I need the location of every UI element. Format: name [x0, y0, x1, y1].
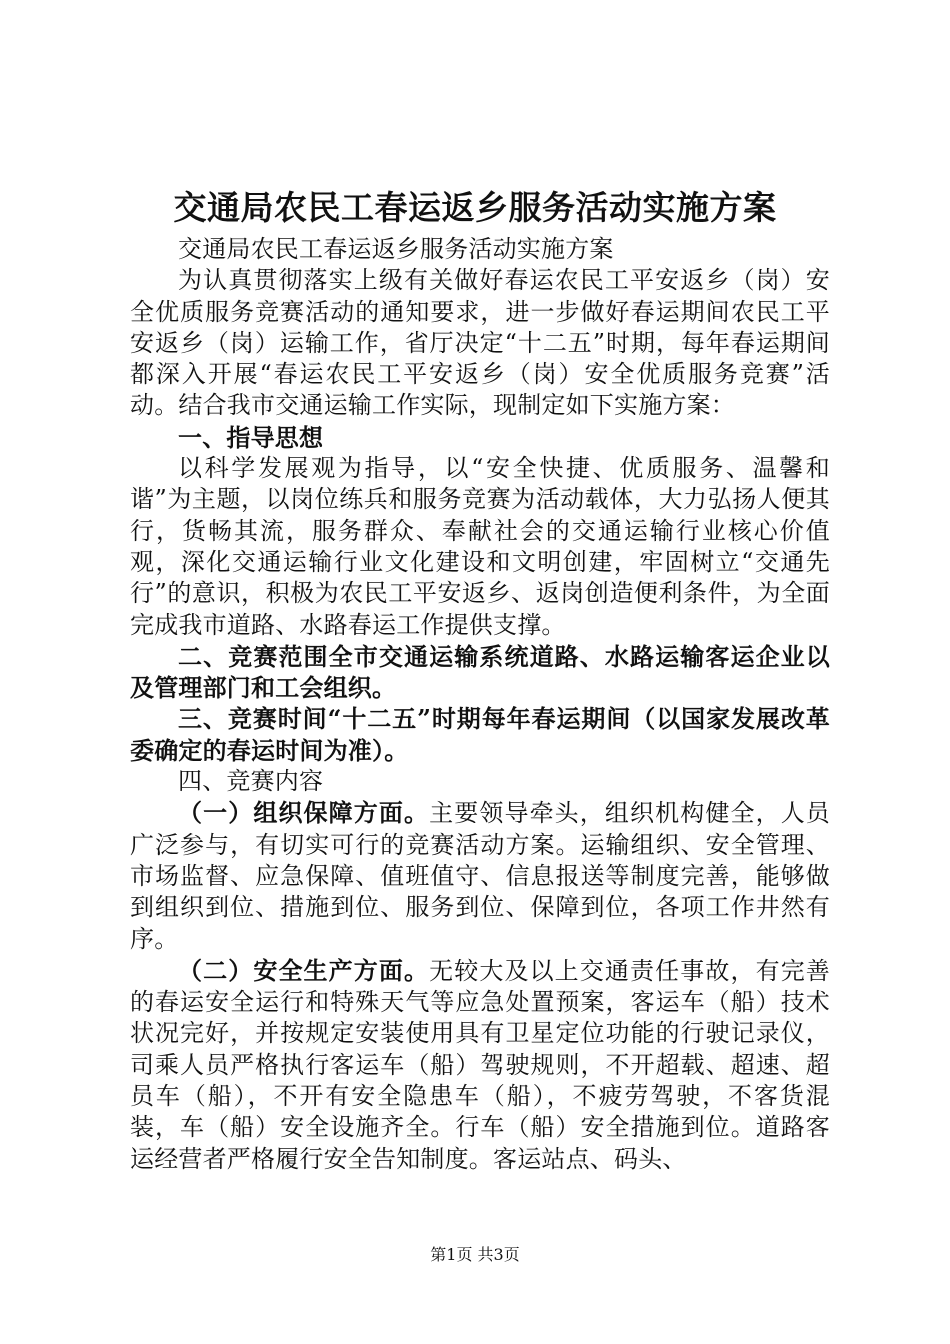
- content-item-organization: [130, 797, 830, 954]
- section-heading-time: 三、竞赛时间“十二五”时期每年春运期间（以国家发展改革委确定的春运时间为准）。: [130, 704, 830, 765]
- content-item-safety-lead: （二）安全生产方面。: [178, 955, 430, 985]
- intro-paragraph: 为认真贯彻落实上级有关做好春运农民工平安返乡（岗）安全优质服务竞赛活动的通知要求，进一步做好春运期间农民工平安返乡（岗）运输工作，省厅决定“十二五”时期，每年春运期间都深入开展“春运农民工平安返乡（岗）安全优质服务竞赛”活动。结合我市交通运输工作实际，现制定如下实施方案：: [130, 266, 830, 420]
- document-title: 交通局农民工春运返乡服务活动实施方案: [173, 188, 777, 227]
- document-body: [130, 234, 830, 1175]
- subtitle-paragraph: 交通局农民工春运返乡服务活动实施方案: [178, 235, 614, 263]
- guiding-ideology-paragraph: 以科学发展观为指导，以“安全快捷、优质服务、温馨和谐”为主题，以岗位练兵和服务竞赛为活动载体，大力弘扬人便其行，货畅其流，服务群众、奉献社会的交通运输行业核心价值观，深化交通运输行业文化建设和文明创建，牢固树立“交通先行”的意识，积极为农民工平安返乡、返岗创造便利条件，为全面完成我市道路、水路春运工作提供支撑。: [130, 454, 830, 639]
- section-heading-guiding-ideology: 一、指导思想: [178, 422, 324, 452]
- page-number-footer: 第1页 共3页: [430, 1245, 520, 1264]
- content-item-organization-text: 主要领导牵头，组织机构健全，人员广泛参与，有切实可行的竞赛活动方案。运输组织、安全管理、市场监督、应急保障、值班值守、信息报送等制度完善，能够做到组织到位、措施到位、服务到位、保障到位，各项工作井然有序。: [130, 799, 831, 953]
- content-item-safety-text: 无较大及以上交通责任事故，有完善的春运安全运行和特殊天气等应急处置预案，客运车（船）技术状况完好，并按规定安装使用具有卫星定位功能的行驶记录仪，司乘人员严格执行客运车（船）驾驶规则，不开超载、超速、超员车（船），不开有安全隐患车（船），不疲劳驾驶，不客货混装，车（船）安全设施齐全。行车（船）安全措施到位。道路客运经营者严格履行安全告知制度。客运站点、码头、: [130, 956, 831, 1173]
- content-item-organization-lead: （一）组织保障方面。: [178, 798, 430, 828]
- section-heading-scope: 二、竞赛范围全市交通运输系统道路、水路运输客运企业以及管理部门和工会组织。: [130, 641, 830, 703]
- section-heading-content: 四、竞赛内容: [178, 767, 324, 796]
- content-item-safety: [130, 955, 830, 1175]
